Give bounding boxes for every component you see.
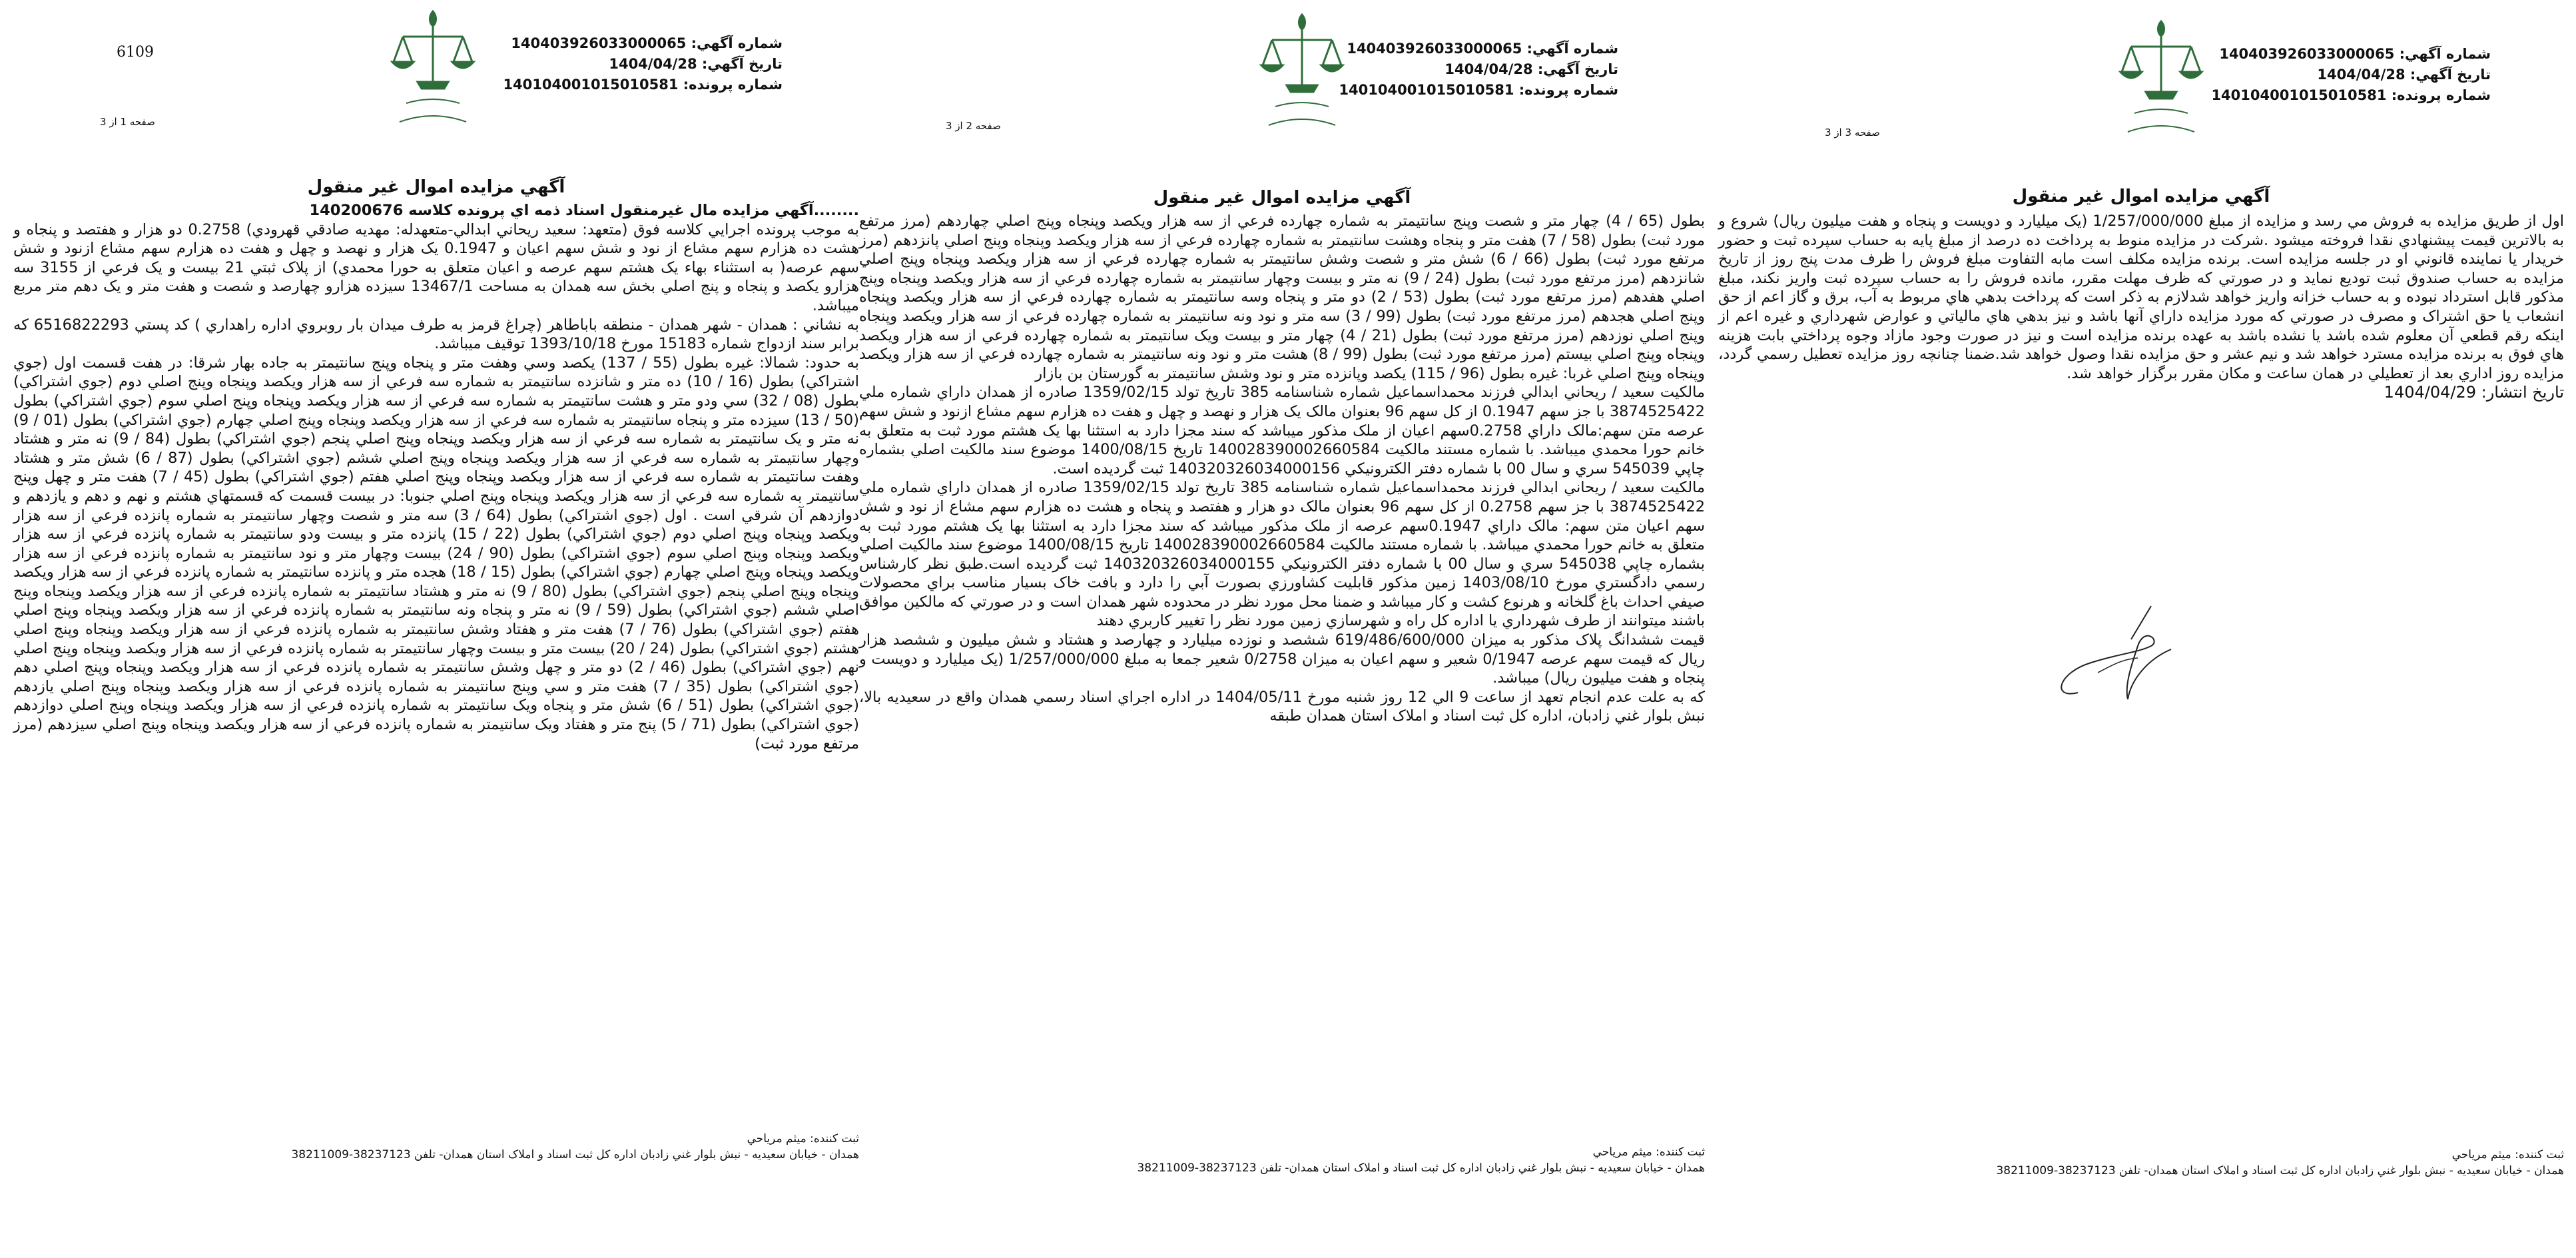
registrar: ثبت کننده: ميثم مرياحي bbox=[1592, 1145, 1705, 1159]
body-text bbox=[1718, 212, 2564, 402]
ad-date: تاريخ آگهي: 1404/04/28 bbox=[1445, 61, 1618, 77]
page-number: صفحه 2 از 3 bbox=[946, 120, 1001, 132]
paragraph: به نشاني : همدان - شهر همدان - منطقه باباطاهر (چراغ قرمز به طرف ميدان بار روبروي اداره راهداري ) کد پستي 6516822293 که برابر سند ازدواج شماره 15183 مورخ 1393/10/18 توقيف ميباشد. bbox=[13, 316, 859, 353]
paragraph: مالکيت سعيد / ريحاني ابدالي فرزند محمداسماعيل شماره شناسنامه 385 تاريخ تولد 1359/02/15 صادره از همدان داراي شماره ملي 3874525422 با جز سهم 0.1947 از کل سهم 96 بعنوان مالک يک هزار و نهصد و چهل و هفت ده هزارم سهم مشاع ازنود و شش سهم عرصه متن سهم:مالک داراي 0.2758سهم اعيان از ملک مذکور ميباشد که سند مجزا دارد به استثنا بها يک هشتم مورد ثبت به متعلق به خانم حورا محمدي ميباشد. با شماره مستند مالکيت 140028390002660584 تاريخ 1400/08/15 موضوع سند مالکيت اصلي بشماره چاپي 545039 سري و سال 00 با شماره دفتر الکترونيکي 140320326034000156 ثبت گرديده است. bbox=[859, 384, 1705, 477]
ad-meta bbox=[1339, 39, 1618, 101]
ad-meta bbox=[503, 33, 783, 95]
paragraph: مالکيت سعيد / ريحاني ابدالي فرزند محمداسماعيل شماره شناسنامه 385 تاريخ تولد 1359/02/15 صادره از همدان داراي شماره ملي 3874525422 با جز سهم 0.2758 از کل سهم 96 بعنوان مالک دو هزار و هفتصد و پنجاه و هشت ده هزارم سهم مشاع از نود و شش سهم اعيان متن سهم: مالک داراي 0.1947سهم عرصه از ملک مذکور ميباشد که سند مجزا دارد به استثنا بها يک هشتم مورد ثبت به متعلق به خانم حورا محمدي ميباشد. با شماره مستند مالکيت 140028390002660584 تاريخ 1400/08/15 موضوع سند مالکيت اصلي بشماره چاپي 545038 سري و سال 00 با شماره دفتر الکترونيکي 140320326034000155 ثبت گرديده است.طبق نظر کارشناس رسمي دادگستري مورخ 1403/08/10 زمين مذکور قابليت کشاورزي بصورت آبي را دارد و بافت خاک بسيار مناسب براي محصولات صيفي احداث باغ گلخانه و هرنوع کشت و کار ميباشد و ضمنا محل مورد نظر در محدوده شهر همدان است و در صورتي که مالکين موافق باشند ميتوانند از طرف شهرداري يا اداره کل راه و شهرسازي زمين مورد نظر را تغيير کاربري دهند bbox=[859, 479, 1706, 630]
ad-number: شماره آگهي: 140403926033000065 bbox=[1347, 41, 1618, 57]
judiciary-emblem-icon bbox=[383, 3, 483, 137]
subtitle: ........آگهي مزايده مال غيرمنقول اسناد ذمه اي پرونده کلاسه 140200676 bbox=[309, 202, 859, 219]
page-3 bbox=[1718, 0, 2564, 1258]
scales-emblem-icon bbox=[1252, 7, 1352, 140]
contact-address: همدان - خيابان سعيديه - نبش بلوار غني زادبان اداره كل ثبت اسناد و املاک استان همدان- تلفن 38237123-38211009 bbox=[1996, 1164, 2564, 1177]
ad-number: شماره آگهي: 140403926033000065 bbox=[2219, 46, 2491, 62]
page-number: صفحه 1 از 3 bbox=[100, 116, 155, 128]
ad-date: تاريخ آگهي: 1404/04/28 bbox=[609, 56, 783, 72]
registrar: ثبت کننده: ميثم مرياحي bbox=[2451, 1148, 2564, 1161]
case-number: شماره پرونده: 140104001015010581 bbox=[503, 77, 783, 93]
case-number: شماره پرونده: 140104001015010581 bbox=[2211, 87, 2491, 103]
scales-emblem-icon bbox=[383, 3, 483, 137]
page-title: آگهي مزايده اموال غير منقول bbox=[2012, 186, 2270, 206]
paragraph: بطول (65 / 4) چهار متر و شصت وپنج سانتيمتر به شماره چهارده فرعي از سه هزار ويکصد وپنجاه وپنج اصلي چهاردهم (مرز مرتفع مورد ثبت) بطول (58 / 7) هفت متر و پنجاه وهشت سانتيمتر به شماره چهارده فرعي از سه هزار ويکصد وپنجاه وپنج اصلي پانزدهم (مرز مرتفع مورد ثبت) بطول (66 / 6) شش متر و شصت وشش سانتيمتر به شماره چهارده فرعي از سه هزار ويکصد وپنجاه وپنج اصلي شانزدهم (مرز مرتفع مورد ثبت) بطول (24 / 9) نه متر و بيست وچهار سانتيمتر به شماره چهارده فرعي از سه هزار ويکصد وپنجاه وپنج اصلي هفدهم (مرز مرتفع مورد ثبت) بطول (53 / 2) دو متر و پنجاه وسه سانتيمتر به شماره چهارده فرعي از سه هزار ويکصد وپنجاه وپنج اصلي هجدهم (مرز مرتفع مورد ثبت) بطول (99 / 3) سه متر و نود ونه سانتيمتر به شماره چهارده فرعي از سه هزار ويکصد وپنجاه وپنج اصلي نوزدهم (مرز مرتفع مورد ثبت) بطول (21 / 4) چهار متر و بيست ويک سانتيمتر به شماره چهارده فرعي از سه هزار ويکصد وپنجاه وپنج اصلي بيستم (مرز مرتفع مورد ثبت) بطول (99 / 8) هشت متر و نود ونه سانتيمتر به شماره چهارده فرعي از سه هزار ويکصد وپنجاه وپنج اصلي غربا: غيره بطول (96 / 115) يکصد وپانزده متر و نود وشش سانتيمتر به گورستان بن بازار bbox=[859, 212, 1706, 382]
body-text bbox=[859, 212, 1705, 726]
publication-date: تاريخ انتشار: 1404/04/29 bbox=[2384, 383, 2564, 402]
judiciary-emblem-icon bbox=[1252, 7, 1352, 140]
footer bbox=[13, 1131, 859, 1163]
document-id: 6109 bbox=[117, 44, 154, 61]
contact-address: همدان - خيابان سعيديه - نبش بلوار غني زادبان اداره كل ثبت اسناد و املاک استان همدان- تلفن 38237123-38211009 bbox=[291, 1148, 859, 1161]
ad-meta bbox=[2211, 44, 2491, 106]
contact-address: همدان - خيابان سعيديه - نبش بلوار غني زادبان اداره كل ثبت اسناد و املاک استان همدان- تلفن 38237123-38211009 bbox=[1137, 1161, 1705, 1175]
paragraph: قيمت ششدانگ پلاک مذکور به ميزان 619/486/600/000 ششصد و نوزده ميليارد و چهارصد و هشتاد و شش ميليون و ششصد هزار ريال که قيمت سهم عرصه 0/1947 شعير و سهم اعيان به ميزان 0/2758 شعير جمعا به مبلغ 1/257/000/000 (يک ميليارد و دويست و پنجاه و هفت ميليون ريال) ميباشد. bbox=[859, 631, 1705, 687]
body-text bbox=[13, 201, 859, 753]
ad-number: شماره آگهي: 140403926033000065 bbox=[511, 35, 783, 51]
paragraph: به حدود: شمالا: غيره بطول (55 / 137) يکصد وسي وهفت متر و پنجاه وپنج سانتيمتر به جاده بهار شرقا: در هفت قسمت اول (جوي اشتراکي) بطول (16 / 10) ده متر و شانزده سانتيمتر به شماره سه فرعي از سه هزار ويکصد وپنجاه وپنج اصلي دوم (جوي اشتراکي) بطول (08 / 32) سي ودو متر و هشت سانتيمتر به شماره سه فرعي از سه هزار ويکصد وپنجاه وپنج اصلي سوم (جوي اشتراکي) بطول (50 / 13) سيزده متر و پنجاه سانتيمتر به شماره سه فرعي از سه هزار ويکصد وپنجاه وپنج اصلي چهارم (جوي اشتراکي) بطول (01 / 9) نه متر و يک سانتيمتر به شماره سه فرعي از سه هزار ويکصد وپنجاه وپنج اصلي پنجم (جوي اشتراکي) بطول (84 / 9) نه متر و هشتاد وچهار سانتيمتر به شماره سه فرعي از سه هزار ويکصد وپنجاه وپنج اصلي ششم (جوي اشتراکي) بطول (87 / 6) شش متر و هشتاد وهفت سانتيمتر به شماره سه فرعي از سه هزار ويکصد وپنجاه وپنج اصلي هفتم (جوي اشتراکي) بطول (45 / 7) هفت متر و چهل وپنج سانتيمتر به شماره سه فرعي از سه هزار ويکصد وپنجاه وپنج اصلي جنوبا: در بيست قسمت که قسمتهاي هشتم و نهم و دهم و يازدهم و دوازدهم آن شرقي است . اول (جوي اشتراکي) بطول (64 / 3) سه متر و شصت وچهار سانتيمتر به شماره پانزده فرعي از سه هزار ويکصد وپنجاه وپنج اصلي دوم (جوي اشتراکي) بطول (22 / 15) پانزده متر و بيست ودو سانتيمتر به شماره پانزده فرعي از سه هزار ويکصد وپنجاه وپنج اصلي سوم (جوي اشتراکي) بطول (90 / 24) بيست وچهار متر و نود سانتيمتر به شماره پانزده فرعي از سه هزار ويکصد وپنجاه وپنج اصلي چهارم (جوي اشتراکي) بطول (15 / 18) هجده متر و پانزده سانتيمتر به شماره پانزده فرعي از سه هزار ويکصد وپنجاه وپنج اصلي پنجم (جوي اشتراکي) بطول (80 / 9) نه متر و هشتاد سانتيمتر به شماره پانزده فرعي از سه هزار ويکصد وپنجاه وپنج اصلي ششم (جوي اشتراکي) بطول (59 / 9) نه متر و پنجاه ونه سانتيمتر به شماره پانزده فرعي از سه هزار ويکصد وپنجاه وپنج اصلي هفتم (جوي اشتراکي) بطول (76 / 7) هفت متر و هفتاد وشش سانتيمتر به شماره پانزده فرعي از سه هزار ويکصد وپنجاه وپنج اصلي هشتم (جوي اشتراکي) بطول (24 / 20) بيست متر و بيست وچهار سانتيمتر به شماره پانزده فرعي از سه هزار ويکصد وپنجاه وپنج اصلي نهم (جوي اشتراکي) بطول (46 / 2) دو متر و چهل وشش سانتيمتر به شماره پانزده فرعي از سه هزار ويکصد وپنجاه وپنج اصلي دهم (جوي اشتراکي) بطول (35 / 7) هفت متر و سي وپنج سانتيمتر به شماره پانزده فرعي از سه هزار ويکصد وپنجاه وپنج اصلي يازدهم (جوي اشتراکي) بطول (51 / 6) شش متر و پنجاه ويک سانتيمتر به شماره پانزده فرعي از سه هزار ويکصد وپنجاه وپنج اصلي دوازدهم (جوي اشتراکي) بطول (71 / 5) پنج متر و هفتاد ويک سانتيمتر به شماره پانزده فرعي از سه هزار ويکصد وپنجاه وپنج اصلي سيزدهم (مرز مرتفع مورد ثبت) bbox=[13, 354, 860, 753]
registrar: ثبت کننده: ميثم مرياحي bbox=[747, 1132, 859, 1145]
case-number: شماره پرونده: 140104001015010581 bbox=[1339, 82, 1618, 98]
signature-image bbox=[2038, 599, 2191, 719]
scales-emblem-icon bbox=[2111, 13, 2211, 147]
page-2 bbox=[859, 0, 1705, 1258]
page-title: آگهي مزايده اموال غير منقول bbox=[307, 177, 565, 197]
footer bbox=[1718, 1147, 2564, 1179]
page-1 bbox=[13, 0, 859, 1258]
handwritten-signature-icon bbox=[2038, 599, 2191, 719]
ad-date: تاريخ آگهي: 1404/04/28 bbox=[2317, 67, 2491, 83]
judiciary-emblem-icon bbox=[2111, 13, 2211, 147]
paragraph: که به علت عدم انجام تعهد از ساعت 9 الي 12 روز شنبه مورخ 1404/05/11 در اداره اجراي اسناد رسمي همدان واقع در سعيديه بالا، نبش بلوار غني زادبان، اداره کل ثبت اسناد و املاک استان همدان طبقه bbox=[859, 688, 1706, 725]
paragraph: اول از طريق مزايده به فروش مي رسد و مزايده از مبلغ 1/257/000/000 (يک ميليارد و دويست و پنجاه و هفت ميليون ريال) شروع و به بالاترين قيمت پيشنهادي نقدا فروخته ميشود .شرکت در مزايده منوط به پرداخت ده درصد از مبلغ پايه به حساب سپرده ثبت و حضور خريدار يا نماينده قانوني او در جلسه مزايده است. برنده مزايده مکلف است مابه التفاوت مبلغ فروش را ظرف مدت پنج روز از تاريخ مزايده به حساب صندوق ثبت توديع نمايد و در صورتي که ظرف مهلت مقرر، مانده فروش را به حساب سپرده ثبت واريز نکند، مبلغ مذکور قابل استرداد نبوده و به حساب خزانه واريز خواهد شدلازم به ذکر است که پرداخت بدهي هاي مربوط به آب، برق و گاز اعم از حق انشعاب يا حق اشتراک و مصرف در صورتي که مورد مزايده داراي آنها باشد و نيز بدهي هاي مالياتي و عوارض شهرداري و غيره اعم از اينکه رقم قطعي آن معلوم شده باشد يا نشده باشد به عهده برنده مزايده است و نيز در صورت وجود مازاد وجوه پرداختي بابت هزينه هاي فوق به برنده مزايده مسترد خواهد شد و نيم عشر و حق مزايده نقدا وصول خواهد شد.ضمنا چنانچه روز مزايده تعطيل رسمي گردد، مزايده روز اداري بعد از تعطيلي در همان ساعت و مکان مقرر برگزار خواهد شد. bbox=[1718, 212, 2564, 382]
footer bbox=[859, 1144, 1705, 1176]
page-number: صفحه 3 از 3 bbox=[1825, 127, 1880, 139]
page-title: آگهي مزايده اموال غير منقول bbox=[1153, 188, 1411, 208]
paragraph: به موجب پرونده اجرايي کلاسه فوق (متعهد: سعيد ريحاني ابدالي-متعهدله: مهديه صادقي قهرودي) 0.2758 دو هزار و هفتصد و پنجاه و هشت ده هزارم سهم مشاع از نود و شش سهم اعيان و 0.1947 يک هزار و نهصد و چهل و هفت ده هزارم سهم مشاع ازنود و شش سهم عرصه( به استثناء بهاء يک هشتم سهم عرصه و اعيان متعلق به حورا محمدي) از پلاک ثبتي 21 بيست و يک فرعي از 3155 سه هزارو يکصد و پنجاه و پنج اصلي بخش سه همدان به مساحت 13467/1 سيزده هزارو چهارصد و شصت و هفت متر و يک دهم متر مربع ميباشد. bbox=[13, 220, 860, 314]
